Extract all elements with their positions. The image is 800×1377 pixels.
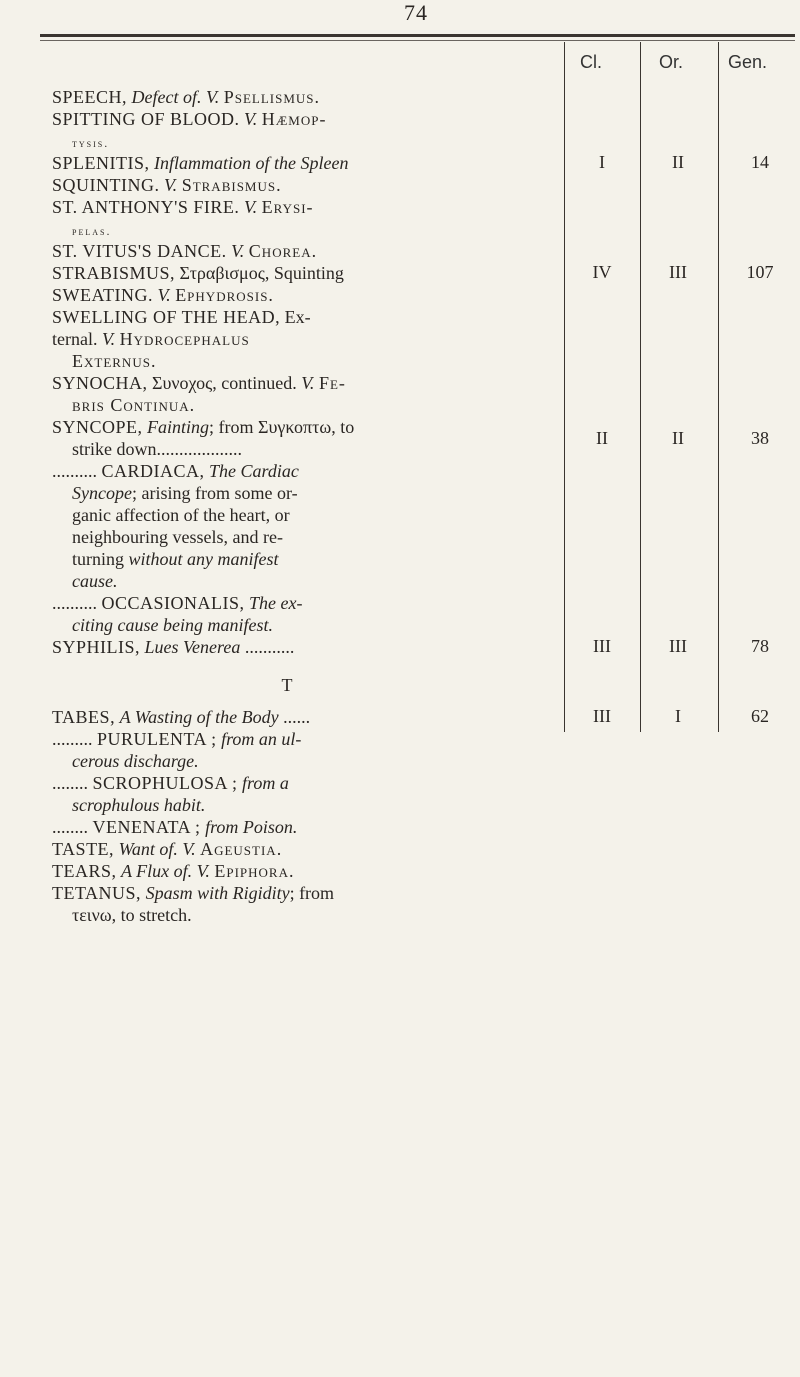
order-value: II (672, 152, 684, 172)
entry-syncope: SYNCOPE, Fainting; from Συγκοπτω, to (52, 417, 355, 437)
genus-value: 38 (751, 428, 769, 448)
class-value: IV (592, 262, 612, 282)
class-value: I (599, 152, 605, 172)
entry-cardiaca-cont: ganic affection of the heart, or (72, 505, 290, 525)
entry-squinting: SQUINTING. V. Strabismus. (52, 175, 282, 195)
entry-tabes: TABES, A Wasting of the Body ...... (52, 707, 311, 727)
entry-venenata: ........ VENENATA ; from Poison. (52, 817, 298, 837)
entry-synocha: SYNOCHA, Συνοχος, continued. V. Fe- (52, 373, 346, 393)
order-value: II (672, 428, 684, 448)
genus-value: 14 (751, 152, 769, 172)
class-value: III (593, 706, 611, 726)
top-rule (40, 34, 795, 37)
entry-st-anthony: ST. ANTHONY'S FIRE. V. Erysi- (52, 197, 314, 217)
entry-swelling: SWELLING OF THE HEAD, Ex- (52, 307, 311, 327)
entry-syphilis: SYPHILIS, Lues Venerea ........... (52, 637, 295, 657)
entry-swelling-cont2: Externus. (72, 351, 157, 371)
entry-scrophulosa: ........ SCROPHULOSA ; from a (52, 773, 289, 793)
genus-value: 107 (746, 262, 774, 282)
entry-st-vitus: ST. VITUS'S DANCE. V. Chorea. (52, 241, 318, 261)
column-header-genus: Gen. (728, 52, 768, 72)
column-header-class: Cl. (580, 52, 602, 72)
order-value: I (675, 706, 681, 726)
genus-value: 62 (751, 706, 769, 726)
entry-tears: TEARS, A Flux of. V. Epiphora. (52, 861, 295, 881)
column-divider (718, 42, 719, 732)
genus-value: 78 (751, 636, 769, 656)
entry-tetanus-cont: τεινω, to stretch. (72, 905, 192, 925)
top-rule-thin (40, 40, 795, 41)
entry-occasionalis: .......... OCCASIONALIS, The ex- (52, 593, 303, 613)
entry-purulenta-cont: cerous discharge. (72, 751, 199, 771)
entry-cardiaca-cont: turning without any manifest (72, 549, 279, 569)
entry-scrophulosa-cont: scrophulous habit. (72, 795, 206, 815)
column-divider (564, 42, 565, 732)
entry-swelling-cont: ternal. V. Hydrocephalus (52, 329, 250, 349)
entry-occasionalis-cont: citing cause being manifest. (72, 615, 273, 635)
entry-cardiaca: .......... CARDIACA, The Cardiac (52, 461, 299, 481)
entry-syncope-cont: strike down................... (72, 439, 242, 459)
entry-tetanus: TETANUS, Spasm with Rigidity; from (52, 883, 335, 903)
entry-cardiaca-cont: neighbouring vessels, and re- (72, 527, 283, 547)
entry-purulenta: ......... PURULENTA ; from an ul- (52, 729, 302, 749)
entry-spitting-cont: tysis. (72, 136, 110, 150)
entry-strabismus: STRABISMUS, Στραβισμος, Squinting (52, 263, 344, 283)
entry-sweating: SWEATING. V. Ephydrosis. (52, 285, 274, 305)
column-divider (640, 42, 641, 732)
class-value: II (596, 428, 608, 448)
class-value: III (593, 636, 611, 656)
section-letter-t: T (281, 675, 293, 695)
entry-speech: SPEECH, Defect of. V. Psellismus. (52, 87, 321, 107)
page-number: 74 (404, 0, 428, 25)
order-value: III (669, 636, 687, 656)
entry-spitting: SPITTING OF BLOOD. V. Hæmop- (52, 109, 327, 129)
entry-cardiaca-cont: Syncope; arising from some or- (72, 483, 298, 503)
column-header-order: Or. (659, 52, 684, 72)
entry-synocha-cont: bris Continua. (72, 395, 196, 415)
order-value: III (669, 262, 687, 282)
entry-cardiaca-cont: cause. (72, 571, 118, 591)
entry-taste: TASTE, Want of. V. Ageustia. (52, 839, 283, 859)
entry-splenitis: SPLENITIS, Inflammation of the Spleen (52, 153, 349, 173)
entry-st-anthony-cont: pelas. (72, 224, 112, 238)
